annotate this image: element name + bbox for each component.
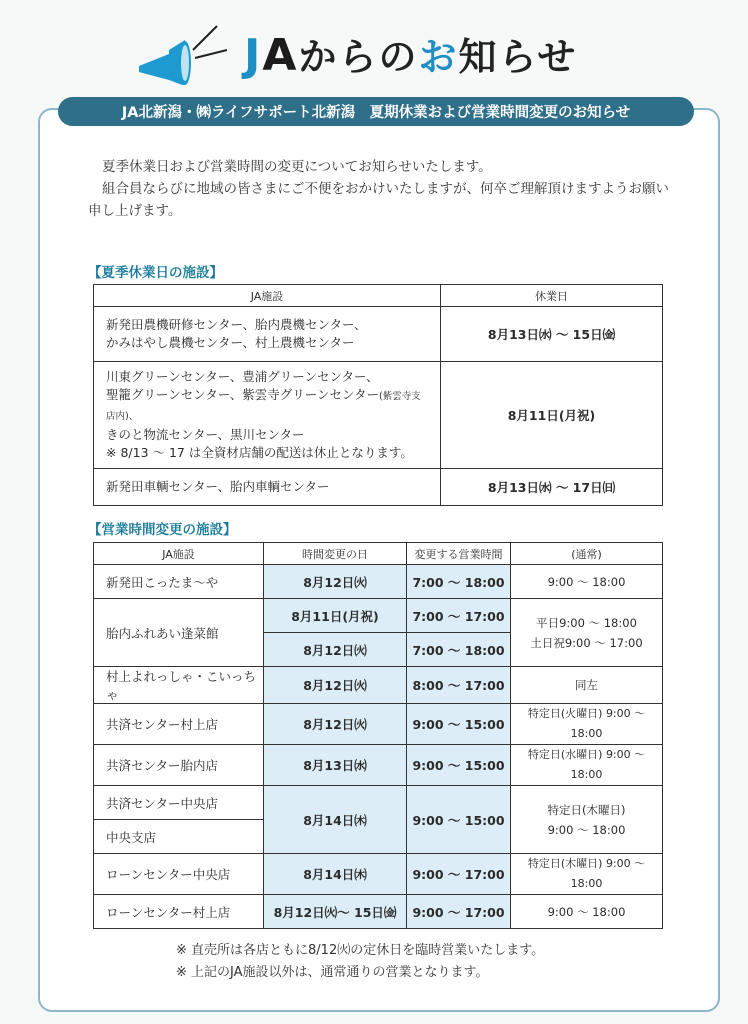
column-header: (通常): [511, 543, 663, 565]
change-date-cell: 8月12日㈫: [264, 633, 407, 667]
holiday-table: [93, 284, 663, 506]
facility-cell: 新発田農機研修センター、胎内農機センター、 かみはやし農機センター、村上農機センター: [94, 307, 441, 362]
table-row: [94, 667, 663, 704]
column-header: 時間変更の日: [264, 543, 407, 565]
table-row: [94, 307, 663, 362]
footnote: ※ 直売所は各店ともに8/12㈫の定休日を臨時営業いたします。: [176, 943, 545, 958]
change-date-cell: 8月11日(月祝): [264, 599, 407, 633]
facility-cell: 新発田車輌センター、胎内車輌センター: [94, 469, 441, 506]
normal-hours-cell: 9:00 ～ 18:00: [511, 565, 663, 599]
footnotes: [176, 940, 544, 984]
changed-hours-cell: 9:00 ～ 17:00: [407, 895, 511, 929]
change-date-cell: 8月14日㈭: [264, 786, 407, 854]
table-row: [94, 362, 663, 469]
table-row: [94, 786, 663, 820]
changed-hours-cell: 9:00 ～ 15:00: [407, 786, 511, 854]
column-header: JA施設: [94, 543, 264, 565]
table-row: [94, 599, 663, 633]
intro-paragraph: 夏季休業日および営業時間の変更についてお知らせいたします。: [102, 159, 492, 175]
column-header: JA施設: [94, 285, 441, 307]
facility-cell: ローンセンター中央店: [94, 854, 264, 895]
footnote: ※ 上記のJA施設以外は、通常通りの営業となります。: [176, 965, 489, 980]
intro-paragraph: 組合員ならびに地域の皆さまにご不便をおかけいたしますが、何卒ご理解頂けますようお願い申し上げます。: [88, 181, 669, 219]
facility-cell: 新発田こったま～や: [94, 565, 264, 599]
changed-hours-cell: 7:00 ～ 18:00: [407, 565, 511, 599]
holiday-section-title: 【夏季休業日の施設】: [88, 265, 223, 281]
facility-cell: 川東グリーンセンター、豊浦グリーンセンター、 聖籠グリーンセンター、紫雲寺グリーンセンター(紫雲寺支店内)、 きのと物流センター、黒川センター ※ 8/13 ～ 17 は全資材店舗の配送は休止となります。: [94, 362, 441, 469]
normal-hours-cell: 特定日(木曜日) 9:00 ～ 18:00: [511, 854, 663, 895]
change-date-cell: 8月13日㈬: [264, 745, 407, 786]
facility-cell: 共済センター胎内店: [94, 745, 264, 786]
normal-hours-cell: 特定日(木曜日) 9:00 ～ 18:00: [511, 786, 663, 854]
hours-section-title: 【営業時間変更の施設】: [88, 522, 237, 538]
table-row: [94, 854, 663, 895]
normal-hours-cell: 同左: [511, 667, 663, 704]
holiday-date-cell: 8月13日㈬ ～ 17日㈰: [441, 469, 663, 506]
megaphone-icon: [135, 20, 235, 85]
notice-banner: JA北新潟・㈱ライフサポート北新潟 夏期休業および営業時間変更のお知らせ: [58, 97, 694, 126]
intro-text: [88, 156, 678, 222]
facility-cell: 共済センター村上店: [94, 704, 264, 745]
table-row: [94, 704, 663, 745]
change-date-cell: 8月14日㈭: [264, 854, 407, 895]
hours-table: [93, 542, 663, 929]
table-row: [94, 745, 663, 786]
changed-hours-cell: 9:00 ～ 17:00: [407, 854, 511, 895]
normal-hours-cell: 特定日(水曜日) 9:00 ～ 18:00: [511, 745, 663, 786]
change-date-cell: 8月12日㈫: [264, 704, 407, 745]
normal-hours-cell: 特定日(火曜日) 9:00 ～ 18:00: [511, 704, 663, 745]
holiday-date-cell: 8月13日㈬ ～ 15日㈮: [441, 307, 663, 362]
facility-cell: 共済センター中央店: [94, 786, 264, 820]
changed-hours-cell: 8:00 ～ 17:00: [407, 667, 511, 704]
facility-cell: ローンセンター村上店: [94, 895, 264, 929]
changed-hours-cell: 9:00 ～ 15:00: [407, 704, 511, 745]
changed-hours-cell: 7:00 ～ 17:00: [407, 599, 511, 633]
table-header-row: [94, 543, 663, 565]
normal-hours-cell: 9:00 ～ 18:00: [511, 895, 663, 929]
change-date-cell: 8月12日㈫: [264, 565, 407, 599]
table-row: [94, 565, 663, 599]
facility-cell: 胎内ふれあい逢菜館: [94, 599, 264, 667]
facility-cell: 村上よれっしゃ・こいっちゃ: [94, 667, 264, 704]
facility-cell: 中央支店: [94, 820, 264, 854]
page-header: [0, 0, 748, 90]
column-header: 休業日: [441, 285, 663, 307]
normal-hours-cell: 平日9:00 ～ 18:00 土日祝9:00 ～ 17:00: [511, 599, 663, 667]
table-row: [94, 895, 663, 929]
change-date-cell: 8月12日㈫: [264, 667, 407, 704]
ja-logo: JA: [244, 30, 299, 81]
changed-hours-cell: 9:00 ～ 15:00: [407, 745, 511, 786]
table-row: [94, 469, 663, 506]
holiday-date-cell: 8月11日(月祝): [441, 362, 663, 469]
changed-hours-cell: 7:00 ～ 18:00: [407, 633, 511, 667]
table-header-row: [94, 285, 663, 307]
change-date-cell: 8月12日㈫～ 15日㈮: [264, 895, 407, 929]
page-title: JAからのお知らせ: [244, 30, 578, 81]
column-header: 変更する営業時間: [407, 543, 511, 565]
